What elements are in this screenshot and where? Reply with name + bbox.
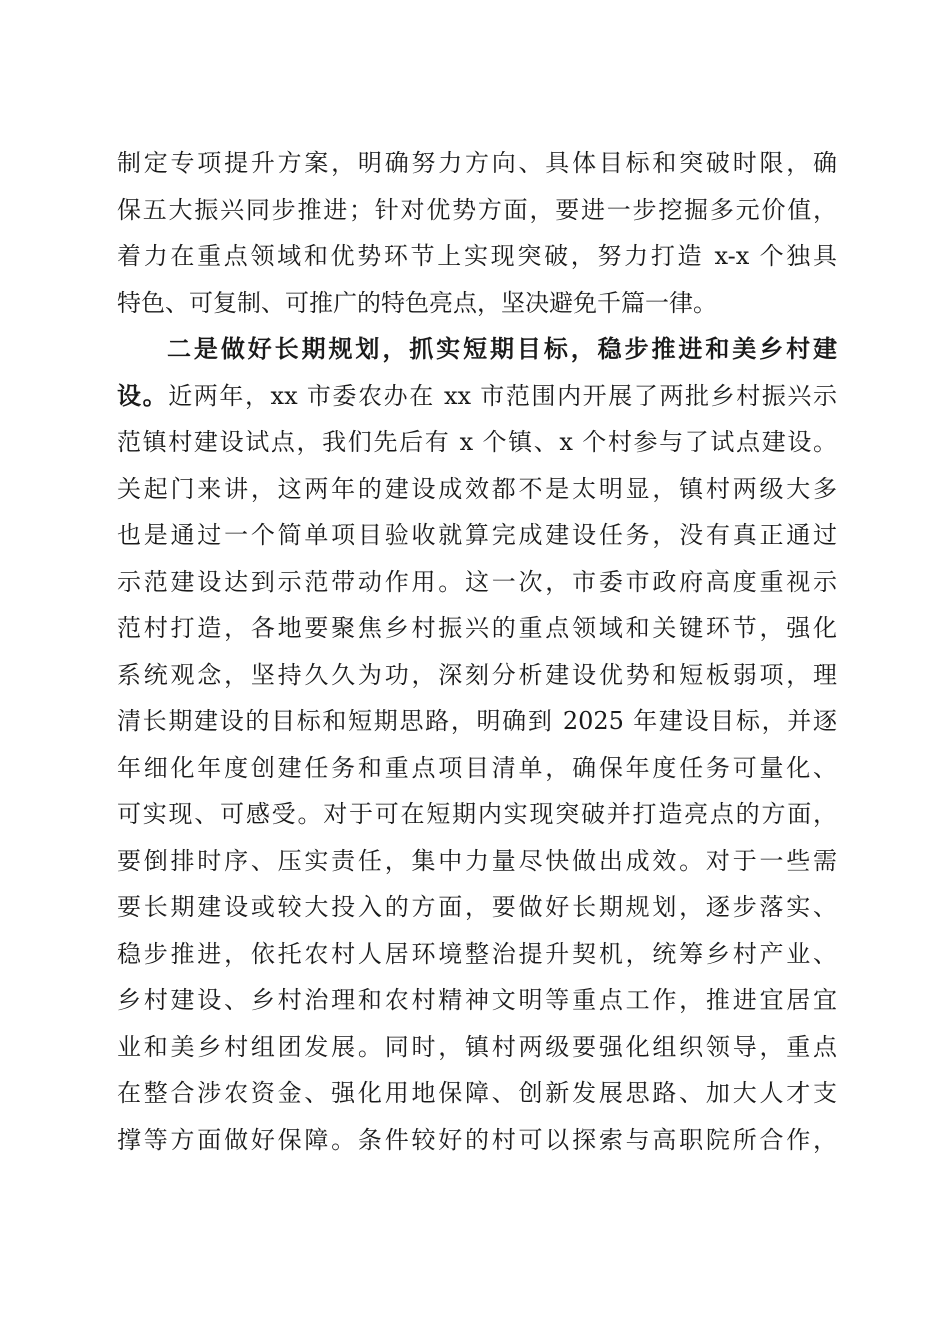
paragraph-2-line-7: 范村打造，各地要聚焦乡村振兴的重点领域和关键环节，强化 xyxy=(117,614,837,642)
paragraph-2-line-15: 乡村建设、乡村治理和农村精神文明等重点工作，推进宜居宜 xyxy=(117,986,837,1014)
paragraph-2-line-2-rest: 近两年，xx 市委农办在 xx 市范围内开展了两批乡村振兴示 xyxy=(168,381,837,410)
paragraph-1-line-3: 着力在重点领域和优势环节上实现突破，努力打造 x-x 个独具 xyxy=(117,242,837,270)
paragraph-2-line-13: 要长期建设或较大投入的方面，要做好长期规划，逐步落实、 xyxy=(117,893,837,921)
paragraph-2-line-19 xyxy=(117,1163,837,1210)
paragraph-2-line-5: 也是通过一个简单项目验收就算完成建设任务，没有真正通过 xyxy=(117,521,837,549)
paragraph-2-line-14: 稳步推进，依托农村人居环境整治提升契机，统筹乡村产业、 xyxy=(117,939,837,968)
paragraph-2-heading-tail: 设。 xyxy=(117,380,169,410)
paragraph-1-line-4: 特色、可复制、可推广的特色亮点，坚决避免千篇一律。 xyxy=(117,288,717,317)
paragraph-2-line-2 xyxy=(117,373,837,420)
paragraph-2-line-16: 业和美乡村组团发展。同时，镇村两级要强化组织领导，重点 xyxy=(117,1032,837,1061)
paragraph-1-line-1: 制定专项提升方案，明确努力方向、具体目标和突破时限，确 xyxy=(117,149,837,177)
paragraph-2-heading: 二是做好长期规划，抓实短期目标，稳步推进和美乡村建 xyxy=(167,334,837,363)
body-text xyxy=(117,140,837,1210)
paragraph-2-line-9: 清长期建设的目标和短期思路，明确到 2025 年建设目标，并逐 xyxy=(117,707,837,735)
paragraph-2-line-10: 年细化年度创建任务和重点项目清单，确保年度任务可量化、 xyxy=(117,753,837,782)
paragraph-1-line-2: 保五大振兴同步推进；针对优势方面，要进一步挖掘多元价值， xyxy=(117,195,837,224)
paragraph-2-line-12: 要倒排时序、压实责任，集中力量尽快做出成效。对于一些需 xyxy=(117,846,837,875)
paragraph-2-line-8: 系统观念，坚持久久为功，深刻分析建设优势和短板弱项，理 xyxy=(117,660,837,689)
paragraph-2-line-17: 在整合涉农资金、强化用地保障、创新发展思路、加大人才支 xyxy=(117,1079,837,1107)
paragraph-2-line-6: 示范建设达到示范带动作用。这一次，市委市政府高度重视示 xyxy=(117,567,837,596)
paragraph-2-line-4: 关起门来讲，这两年的建设成效都不是太明显，镇村两级大多 xyxy=(117,474,837,503)
paragraph-2-line-3: 范镇村建设试点，我们先后有 x 个镇、x 个村参与了试点建设。 xyxy=(117,428,837,456)
paragraph-2-line-11: 可实现、可感受。对于可在短期内实现突破并打造亮点的方面， xyxy=(117,800,837,828)
paragraph-2-line-18: 撑等方面做好保障。条件较好的村可以探索与高职院所合作， xyxy=(117,1125,837,1154)
